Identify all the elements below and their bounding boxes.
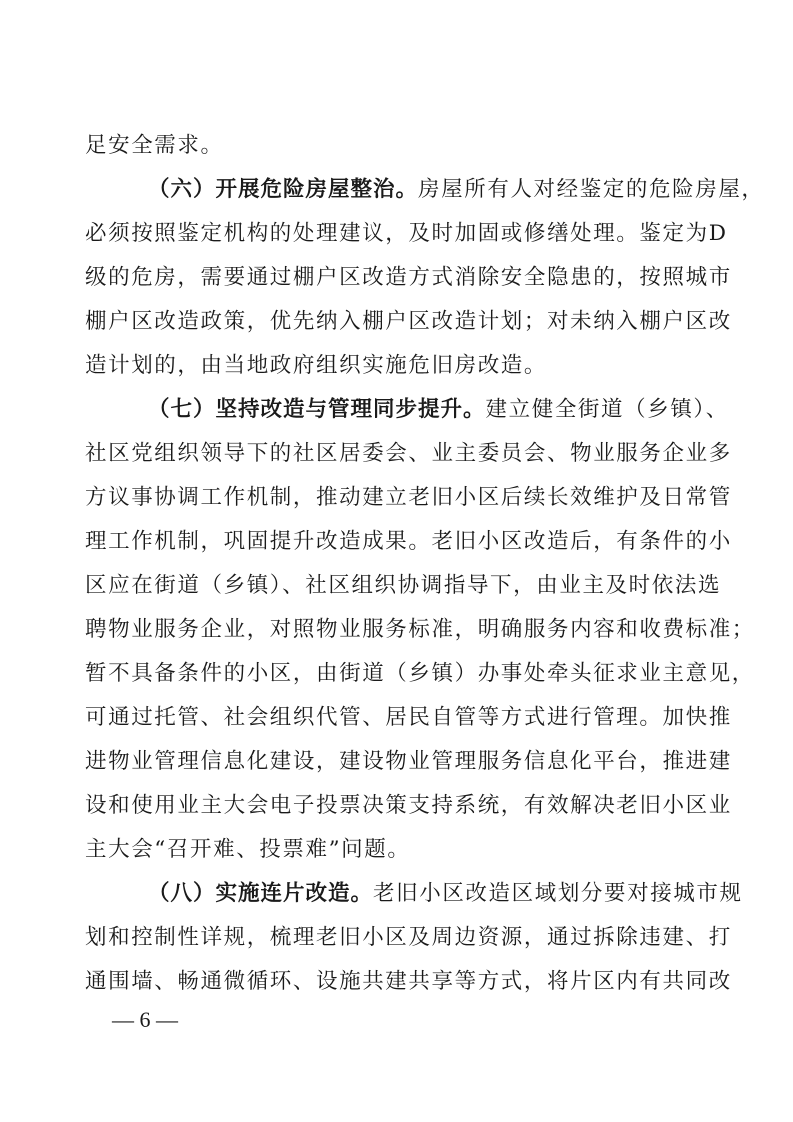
paragraph-line: 理工作机制，巩固提升改造成果。老旧小区改造后，有条件的小 (85, 529, 732, 554)
paragraph-line: 暂不具备条件的小区，由街道（乡镇）办事处牵头征求业主意见， (85, 661, 755, 686)
paragraph-line: 造计划的，由当地政府组织实施危旧房改造。 (85, 353, 548, 378)
section-7-first-line (148, 388, 729, 432)
paragraph-line: 区应在街道（乡镇）、社区组织协调指导下，由业主及时依法选 (85, 573, 722, 598)
paragraph-line: 划和控制性详规，梳理老旧小区及周边资源，通过拆除违建、打 (85, 925, 732, 950)
paragraph-line: 必须按照鉴定机构的处理建议，及时加固或修缮处理。鉴定为D (85, 221, 728, 246)
paragraph-line: 社区党组织领导下的社区居委会、业主委员会、物业服务企业多 (85, 441, 732, 466)
section-8-first-line-text: 老旧小区改造区域划分要对接城市规 (373, 881, 743, 906)
section-7-heading: （七）坚持改造与管理同步提升。 (148, 397, 486, 422)
paragraph-line: 足安全需求。 (85, 133, 224, 158)
paragraph-line: 方议事协调工作机制，推动建立老旧小区后续长效维护及日常管 (85, 485, 732, 510)
section-6-heading: （六）开展危险房屋整治。 (148, 177, 419, 202)
paragraph-line: 进物业管理信息化建设，建设物业管理服务信息化平台，推进建 (85, 749, 732, 774)
paragraph-line: 主大会“召开难、投票难”问题。 (85, 837, 411, 862)
page-number: — 6 — (112, 1007, 178, 1032)
section-8-heading: （八）实施连片改造。 (148, 881, 374, 906)
paragraph-line: 聘物业服务企业，对照物业服务标准，明确服务内容和收费标准； (85, 617, 755, 642)
paragraph-line: 可通过托管、社会组织代管、居民自管等方式进行管理。加快推 (85, 705, 732, 730)
section-8-first-line (148, 872, 743, 916)
paragraph-line: 通围墙、畅通微循环、设施共建共享等方式，将片区内有共同改 (85, 969, 732, 994)
paragraph-line: 级的危房，需要通过棚户区改造方式消除安全隐患的，按照城市 (85, 265, 732, 290)
paragraph-line: 棚户区改造政策，优先纳入棚户区改造计划；对未纳入棚户区改 (85, 309, 732, 334)
section-6-first-line-text: 房屋所有人对经鉴定的危险房屋， (418, 177, 765, 202)
paragraph-line: 设和使用业主大会电子投票决策支持系统，有效解决老旧小区业 (85, 793, 732, 818)
section-6-first-line (148, 168, 765, 212)
section-7-first-line-text: 建立健全街道（乡镇）、 (485, 397, 729, 422)
